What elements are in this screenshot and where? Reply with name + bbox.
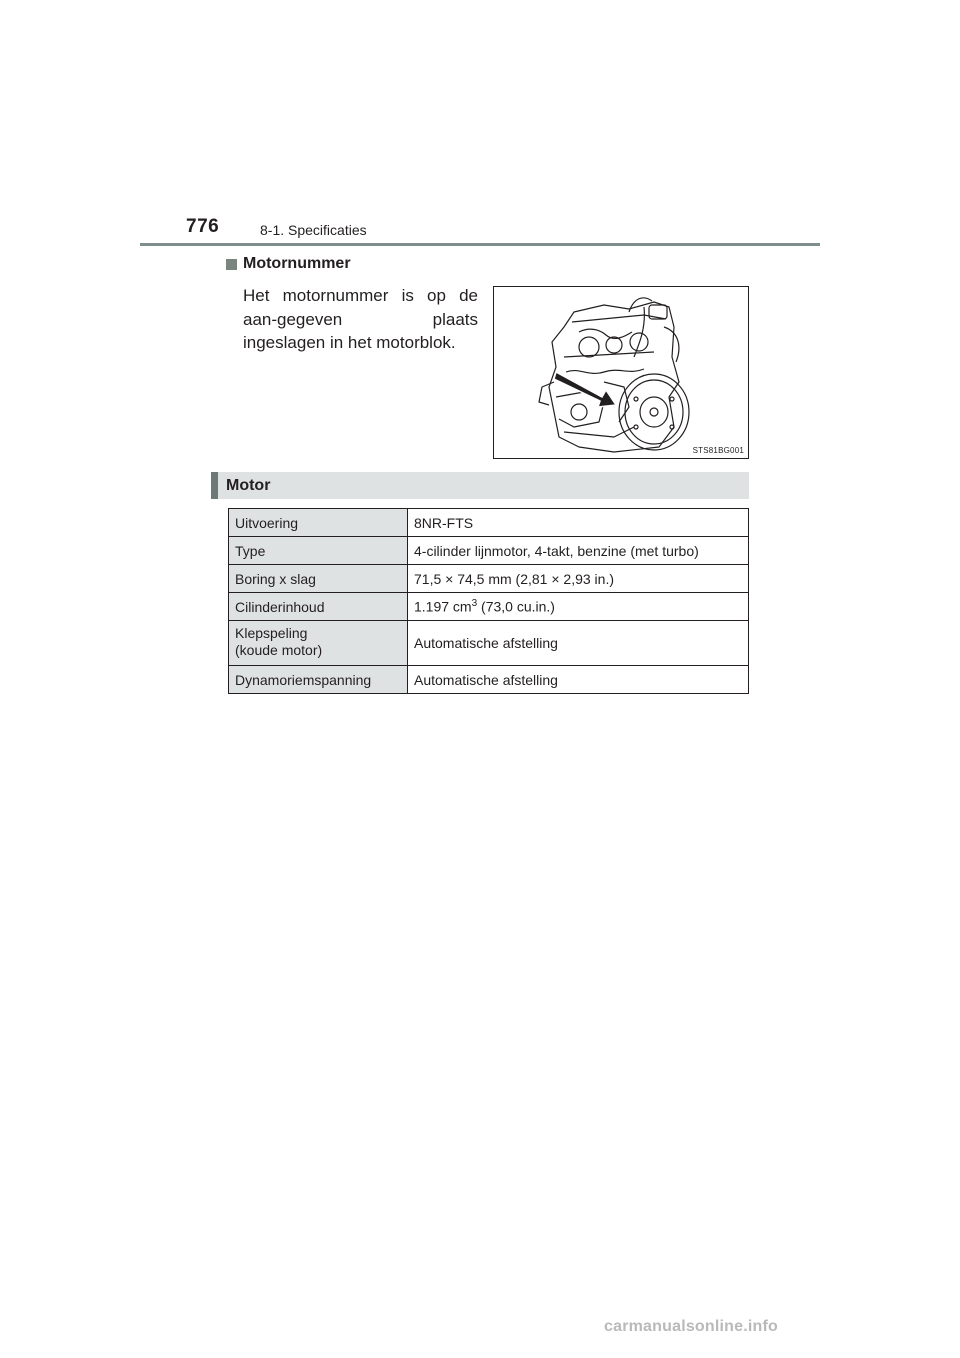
engine-figure	[493, 286, 749, 459]
displacement-imperial: (73,0 cu.in.)	[477, 598, 555, 615]
displacement-value: 1.197 cm	[414, 598, 472, 615]
cubic-exponent: 3	[471, 598, 478, 610]
spec-value: 71,5 × 74,5 mm (2,81 × 2,93 in.)	[408, 565, 749, 593]
spec-label: Klepspeling (koude motor)	[229, 621, 408, 666]
table-row	[229, 565, 749, 593]
engine-illustration	[494, 287, 748, 458]
table-row	[229, 537, 749, 565]
figure-code: STS81BG001	[692, 446, 744, 455]
table-row	[229, 621, 749, 666]
section-title: 8-1. Specificaties	[260, 222, 367, 238]
table-row	[229, 666, 749, 694]
table-row	[229, 509, 749, 537]
page-number: 776	[186, 216, 220, 237]
spec-label: Boring x slag	[229, 565, 408, 593]
spec-value	[408, 593, 749, 621]
spec-value: Automatische afstelling	[408, 621, 749, 666]
motor-spec-table	[228, 508, 749, 694]
engine-number-description: Het motornummer is op de aan-gegeven plaats ingeslagen in het motorblok.	[243, 286, 478, 352]
spec-value: Automatische afstelling	[408, 666, 749, 694]
square-bullet-icon	[226, 259, 237, 270]
table-row	[229, 593, 749, 621]
spec-value: 4-cilinder lijnmotor, 4-takt, benzine (met turbo)	[408, 537, 749, 565]
motor-table-title: Motor	[211, 472, 749, 499]
footer-watermark: carmanualsonline.info	[604, 1318, 779, 1335]
spec-label: Uitvoering	[229, 509, 408, 537]
engine-number-heading-text: Motornummer	[243, 255, 351, 272]
spec-label: Dynamoriemspanning	[229, 666, 408, 694]
spec-value: 8NR-FTS	[408, 509, 749, 537]
spec-label: Cilinderinhoud	[229, 593, 408, 621]
header-divider	[140, 243, 820, 246]
engine-number-heading	[226, 255, 351, 273]
spec-label: Type	[229, 537, 408, 565]
